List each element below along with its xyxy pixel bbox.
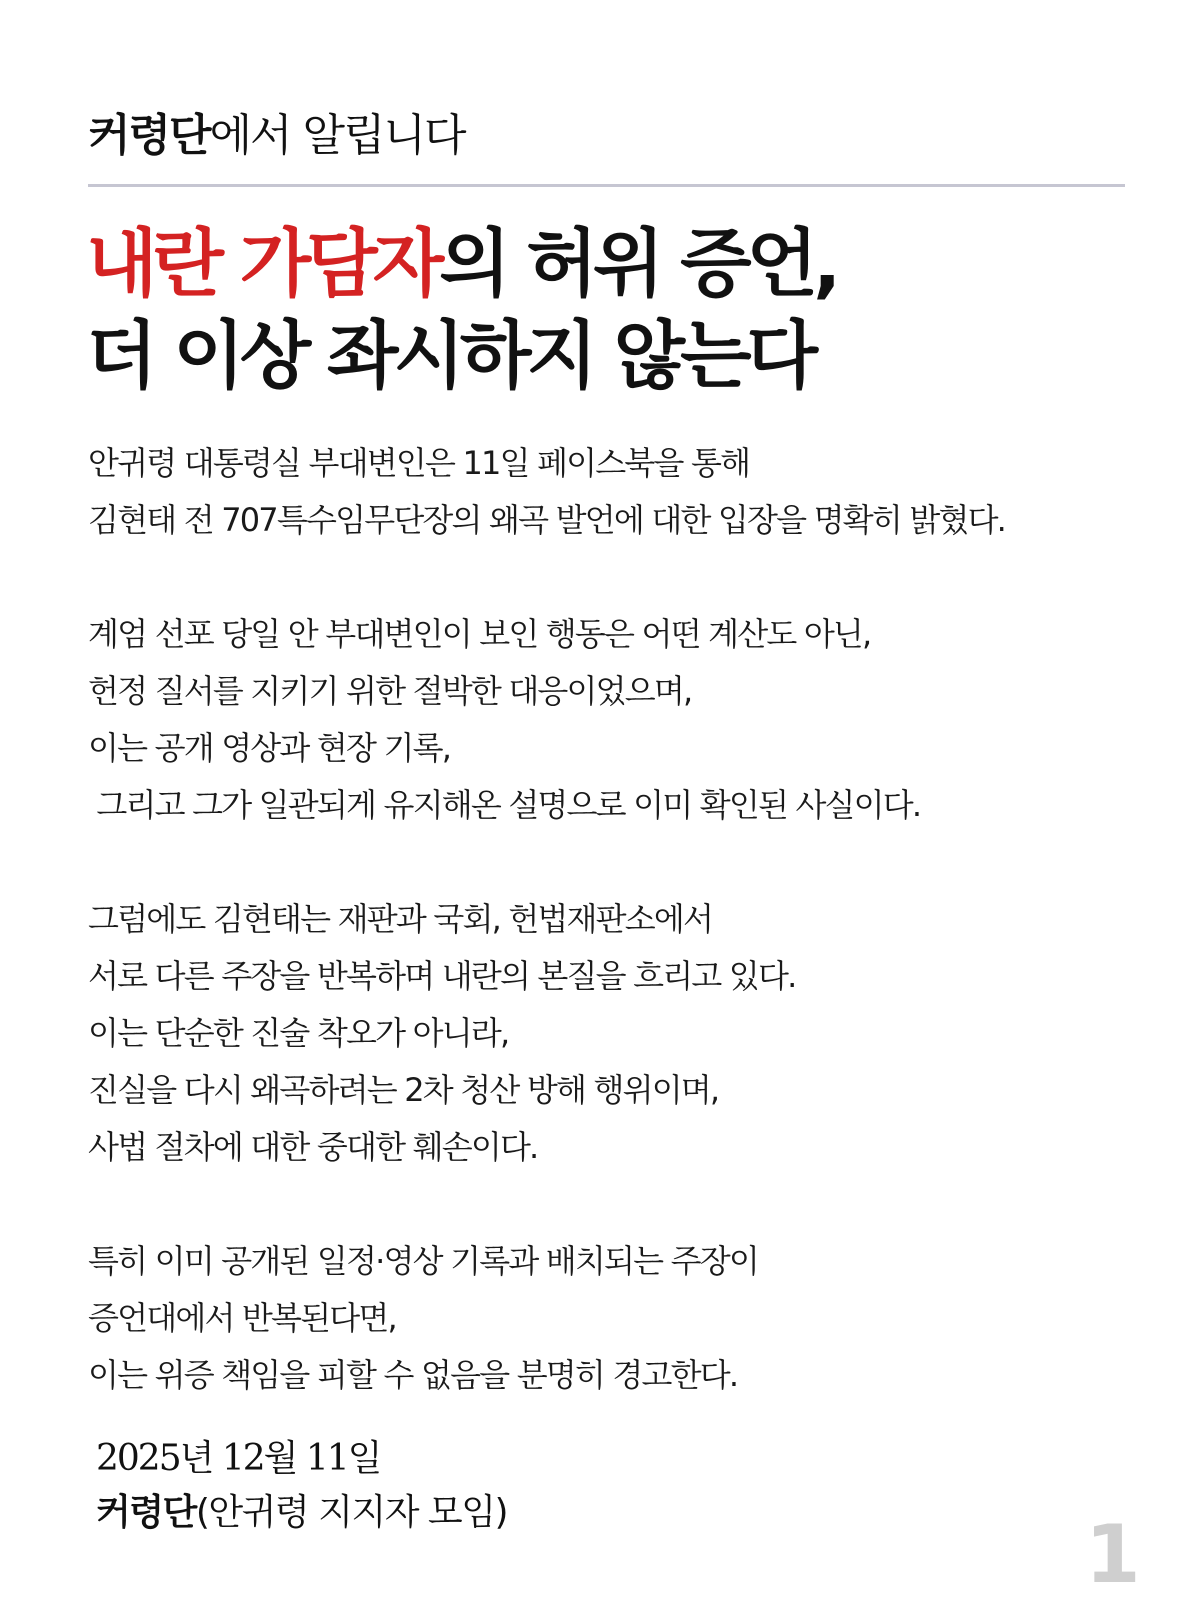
signature-block [96,1432,507,1540]
body-line: 진실을 다시 왜곡하려는 2차 청산 방해 행위이며, [88,1071,719,1109]
notice-header [88,108,465,164]
headline-line-1-rest: 의 허위 증언, [439,221,837,307]
body-line: 서로 다른 주장을 반복하며 내란의 본질을 흐리고 있다. [88,957,796,995]
paragraph-1 [88,435,1148,549]
body-line: 그리고 그가 일관되게 유지해온 설명으로 이미 확인된 사실이다. [88,786,921,824]
body-line: 이는 위증 책임을 피할 수 없음을 분명히 경고한다. [88,1356,738,1394]
body-line: 이는 단순한 진술 착오가 아니라, [88,1014,509,1052]
signature-org-desc: (안귀령 지지자 모임) [195,1492,508,1533]
header-org-name: 커령단 [88,110,210,161]
page-number: 1 [1085,1508,1141,1601]
signature-date: 2025년 12월 11일 [96,1438,381,1479]
paragraph-4 [88,1233,1148,1404]
body-line: 계엄 선포 당일 안 부대변인이 보인 행동은 어떤 계산도 아닌, [88,615,871,653]
statement-body [88,435,1148,1461]
headline-line-2: 더 이상 좌시하지 않는다 [86,313,814,399]
paragraph-2 [88,606,1148,834]
body-line: 김현태 전 707특수임무단장의 왜곡 발언에 대한 입장을 명확히 밝혔다. [88,501,1006,539]
body-line: 이는 공개 영상과 현장 기록, [88,729,451,767]
paragraph-3 [88,891,1148,1176]
header-divider [88,184,1125,187]
header-subtitle: 에서 알립니다 [209,110,465,161]
body-line: 사법 절차에 대한 중대한 훼손이다. [88,1128,538,1166]
body-line: 특히 이미 공개된 일정·영상 기록과 배치되는 주장이 [88,1242,758,1280]
headline-line-1 [86,218,836,310]
signature-org-name: 커령단 [96,1492,196,1533]
signature-org [96,1492,507,1533]
headline-highlight: 내란 가담자 [86,221,440,307]
body-line: 안귀령 대통령실 부대변인은 11일 페이스북을 통해 [88,444,750,482]
body-line: 그럼에도 김현태는 재판과 국회, 헌법재판소에서 [88,900,713,938]
body-line: 헌정 질서를 지키기 위한 절박한 대응이었으며, [88,672,692,710]
body-line: 증언대에서 반복된다면, [88,1299,396,1337]
headline [86,218,836,402]
